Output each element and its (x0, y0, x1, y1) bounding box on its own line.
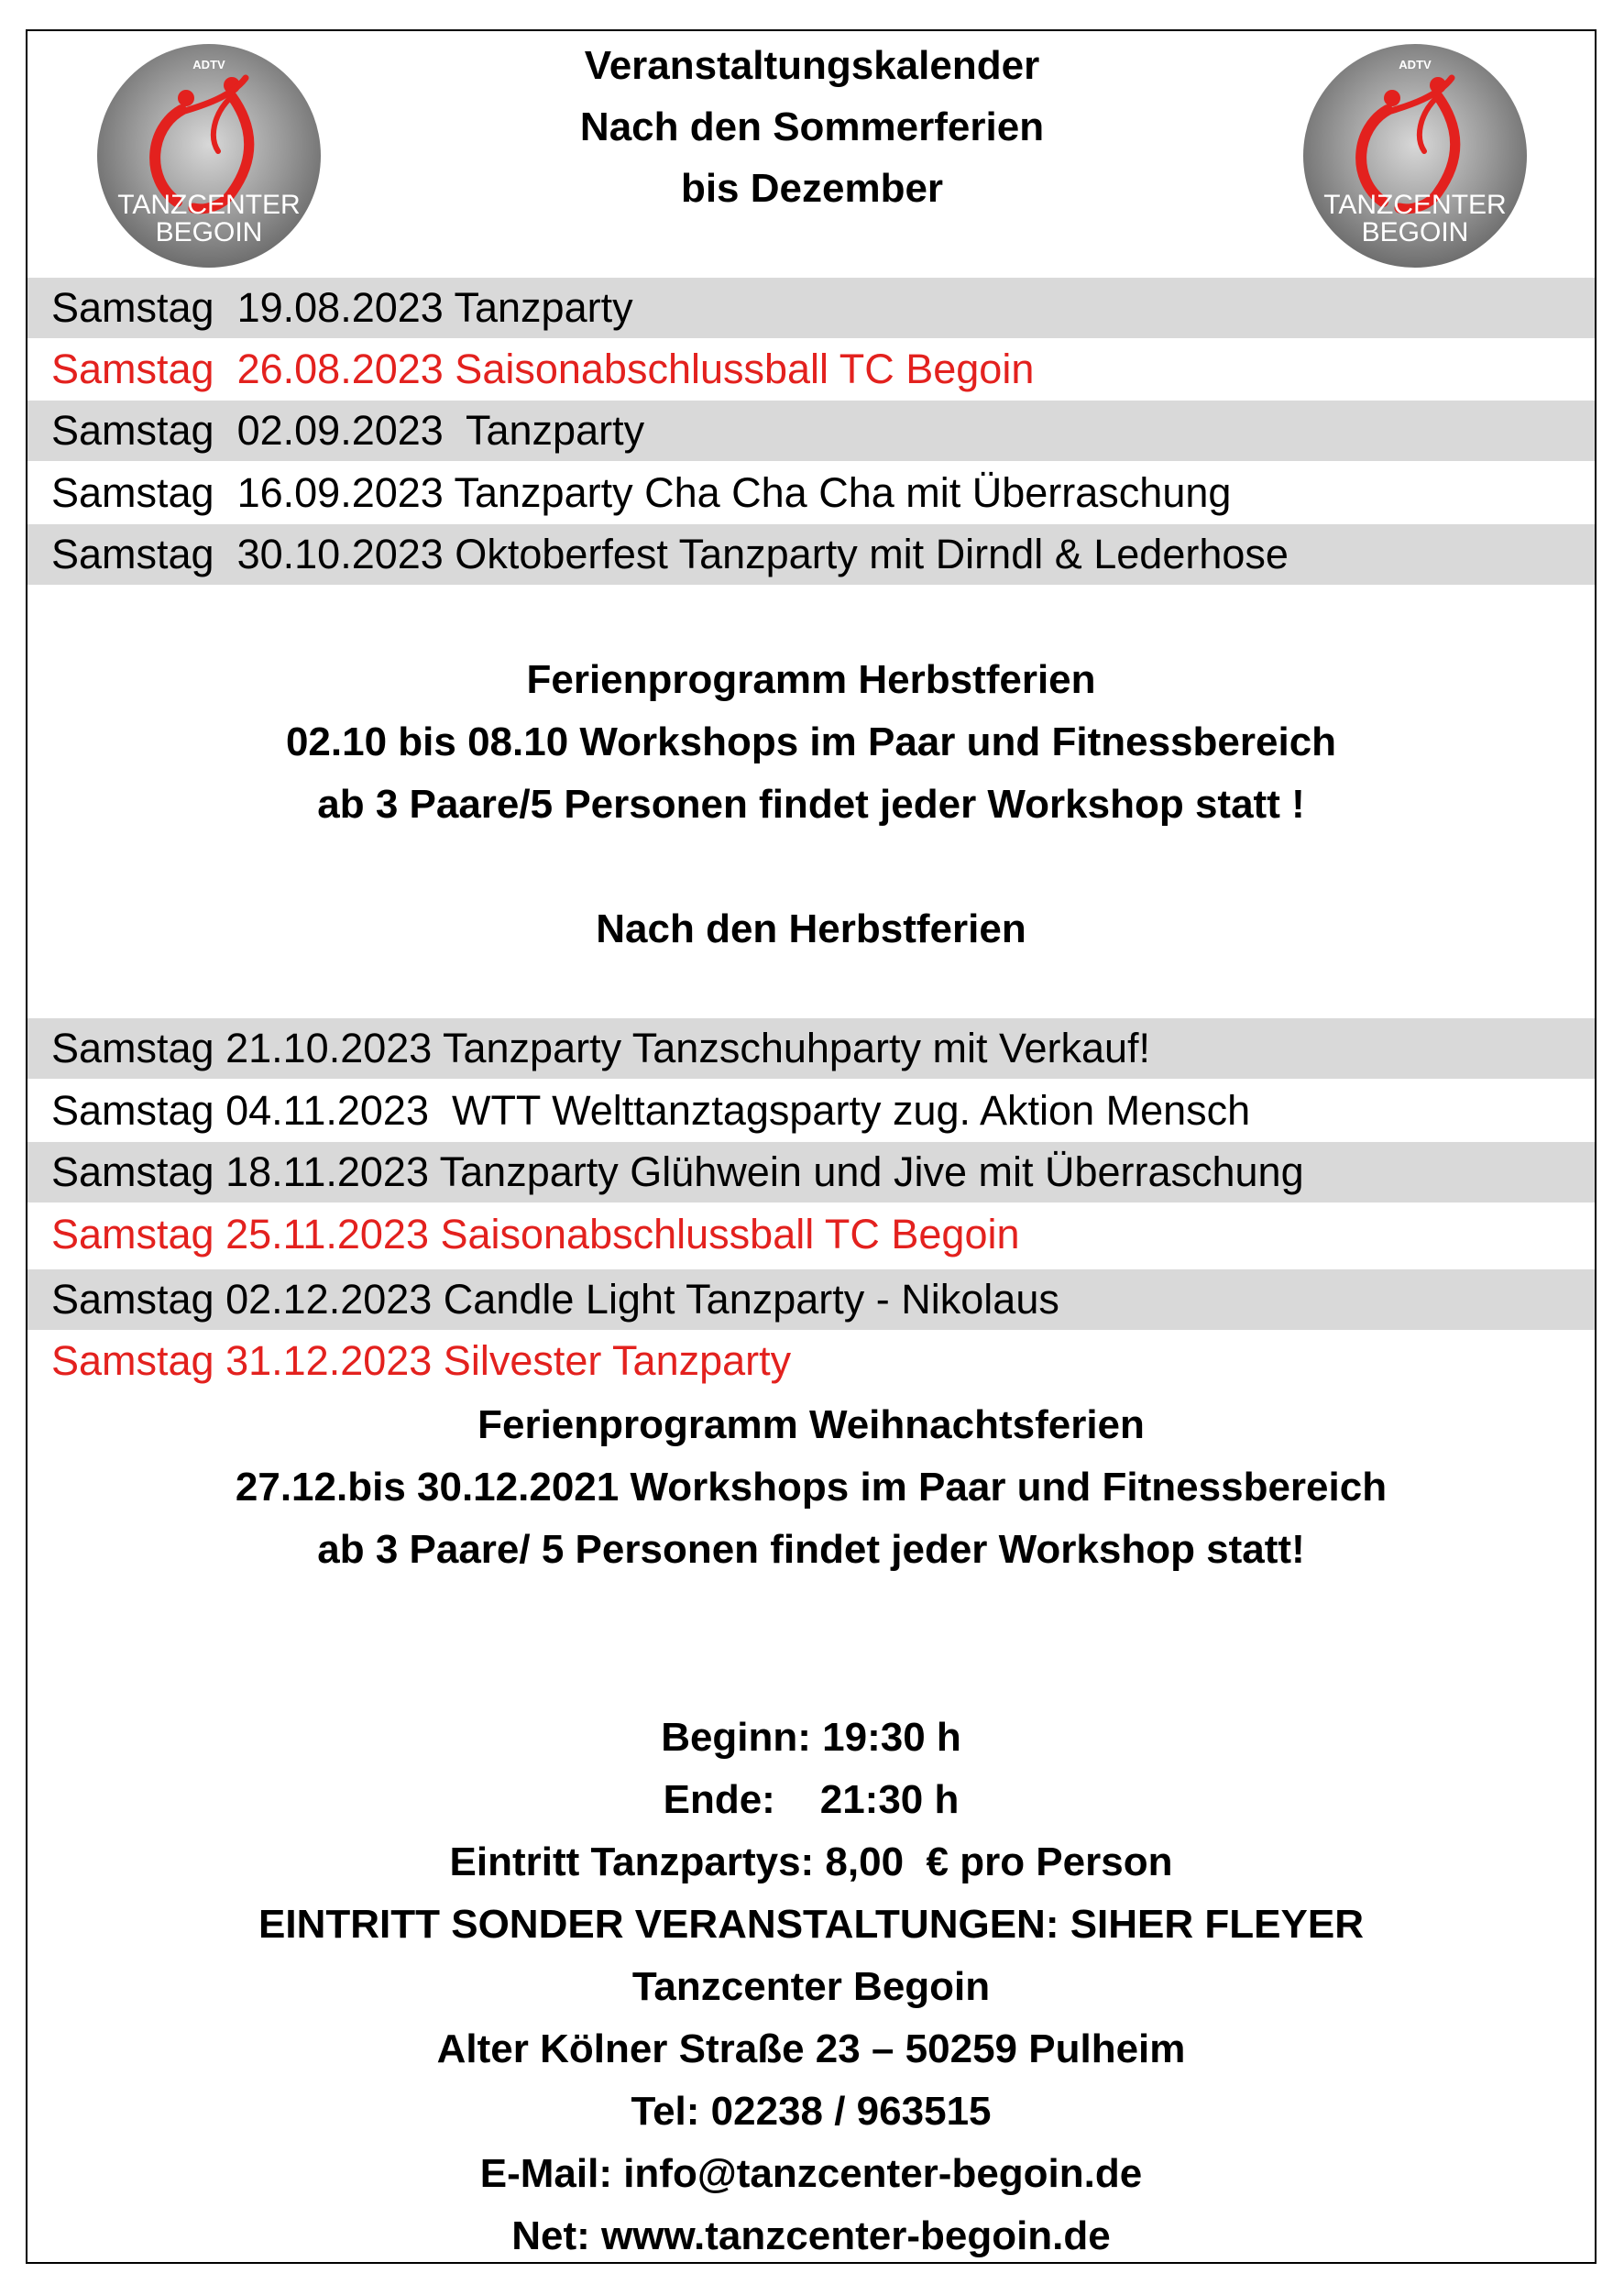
entry-price: Eintritt Tanzpartys: 8,00 € pro Person (449, 1839, 1173, 1884)
start-time: Beginn: 19:30 h (661, 1715, 961, 1760)
event-row: Samstag 31.12.2023 Silvester Tanzparty (51, 1337, 792, 1384)
logo-line2: BEGOIN (155, 217, 263, 247)
logo-badge: ADTV (1399, 58, 1432, 71)
event-row: Samstag 30.10.2023 Oktoberfest Tanzparty mit Dirndl & Lederhose (27, 524, 1595, 585)
christmas-program-line2: ab 3 Paare/ 5 Personen findet jeder Workshop statt! (317, 1527, 1305, 1572)
event-row: Samstag 26.08.2023 Saisonabschlussball TC Begoin (51, 346, 1035, 392)
special-entry: EINTRITT SONDER VERANSTALTUNGEN: SIHER FLEYER (258, 1902, 1364, 1947)
website-link[interactable]: Net: www.tanzcenter-begoin.de (511, 2213, 1111, 2258)
title-line-1: Veranstaltungskalender (584, 43, 1040, 88)
title-line-2: Nach den Sommerferien (579, 104, 1045, 149)
after-autumn-heading: Nach den Herbstferien (596, 906, 1026, 951)
phone: Tel: 02238 / 963515 (631, 2089, 992, 2134)
address: Alter Kölner Straße 23 – 50259 Pulheim (436, 2026, 1186, 2071)
autumn-program-title: Ferienprogramm Herbstferien (526, 657, 1096, 702)
christmas-program-title: Ferienprogramm Weihnachtsferien (477, 1402, 1145, 1447)
calendar-title (275, 35, 1349, 219)
autumn-program-line2: ab 3 Paare/5 Personen findet jeder Workshop statt ! (317, 782, 1305, 827)
logo-line1: TANZCENTER (1323, 190, 1507, 220)
event-row: Samstag 18.11.2023 Tanzparty Glühwein und Jive mit Überraschung (27, 1142, 1595, 1202)
christmas-program-line1: 27.12.bis 30.12.2021 Workshops im Paar und Fitnessbereich (235, 1465, 1388, 1510)
event-row: Samstag 04.11.2023 WTT Welttanztagsparty zug. Aktion Mensch (51, 1087, 1251, 1134)
company-name: Tanzcenter Begoin (631, 1964, 991, 2009)
event-row: Samstag 02.12.2023 Candle Light Tanzparty - Nikolaus (27, 1269, 1595, 1330)
autumn-program-line1: 02.10 bis 08.10 Workshops im Paar und Fitnessbereich (285, 719, 1337, 764)
event-row: Samstag 16.09.2023 Tanzparty Cha Cha Cha mit Überraschung (51, 469, 1232, 516)
event-row: Samstag 21.10.2023 Tanzparty Tanzschuhparty mit Verkauf! (27, 1018, 1595, 1079)
logo-line2: BEGOIN (1361, 217, 1469, 247)
logo-line1: TANZCENTER (117, 190, 301, 220)
event-row: Samstag 19.08.2023 Tanzparty (27, 278, 1595, 338)
title-line-3: bis Dezember (680, 166, 944, 211)
logo-badge: ADTV (192, 58, 225, 71)
event-row: Samstag 25.11.2023 Saisonabschlussball TC Begoin (51, 1211, 1020, 1257)
end-time: Ende: 21:30 h (663, 1777, 960, 1822)
email-link[interactable]: E-Mail: info@tanzcenter-begoin.de (479, 2151, 1143, 2196)
event-row: Samstag 02.09.2023 Tanzparty (27, 401, 1595, 461)
